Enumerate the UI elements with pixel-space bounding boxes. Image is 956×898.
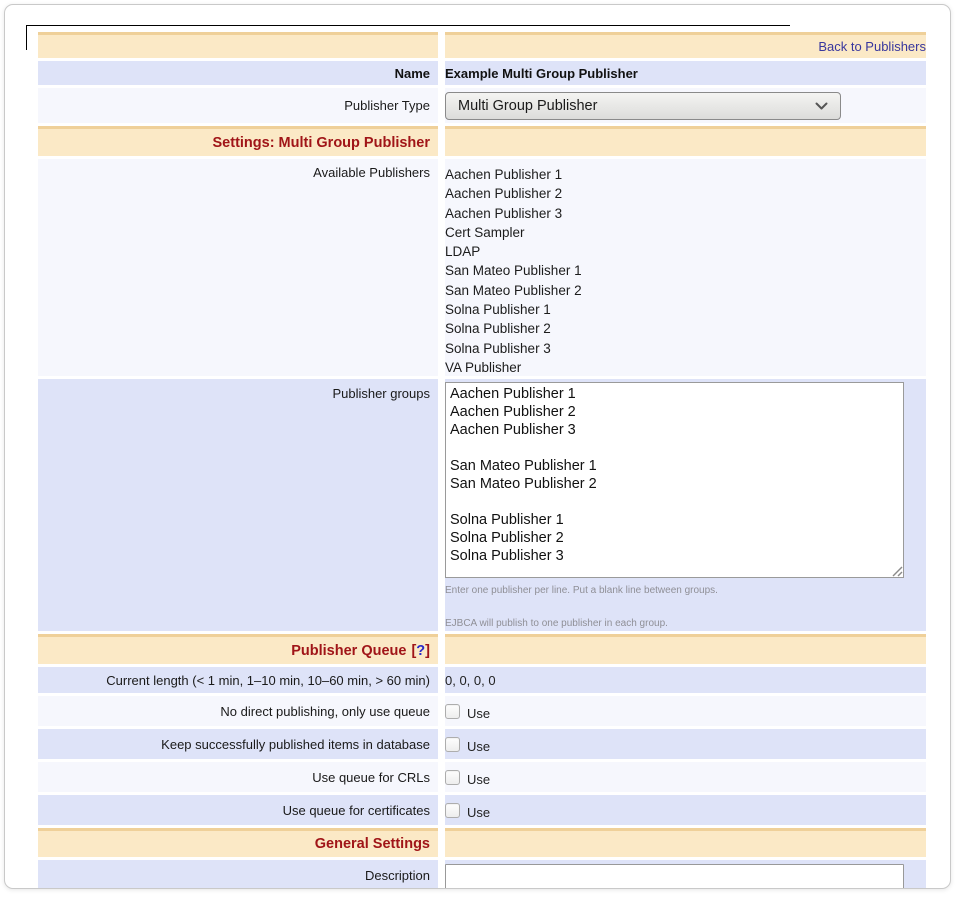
publisher-type-row — [38, 88, 926, 123]
name-row — [38, 61, 926, 85]
publisher-type-selected-value: Multi Group Publisher — [458, 97, 598, 114]
no-direct-publishing-label: No direct publishing, only use queue — [38, 696, 438, 726]
available-publishers-row — [38, 159, 926, 376]
use-queue-certificates-checkbox[interactable] — [445, 803, 460, 818]
publisher-edit-form — [38, 32, 926, 889]
use-queue-crls-label: Use queue for CRLs — [38, 762, 438, 792]
publisher-type-label: Publisher Type — [38, 88, 438, 123]
groups-help-line-1: Enter one publisher per line. Put a blank line between groups. — [445, 585, 718, 596]
list-item: Solna Publisher 1 — [445, 302, 551, 318]
settings-heading-spacer — [445, 126, 926, 156]
publisher-queue-heading-spacer — [445, 634, 926, 664]
resize-grip-icon[interactable] — [890, 564, 903, 577]
use-queue-crls-checkbox[interactable] — [445, 770, 460, 785]
settings-heading: Settings: Multi Group Publisher — [38, 126, 438, 156]
description-input[interactable] — [445, 864, 904, 889]
publisher-edit-window — [4, 4, 951, 889]
use-queue-certificates-label: Use queue for certificates — [38, 795, 438, 825]
list-item: Solna Publisher 3 — [445, 340, 551, 356]
publisher-queue-heading: Publisher Queue — [291, 642, 407, 659]
list-item: Aachen Publisher 1 — [445, 167, 563, 182]
description-label: Description — [38, 860, 438, 889]
list-item: Solna Publisher 2 — [445, 321, 551, 337]
list-item: LDAP — [445, 244, 481, 260]
keep-published-items-checkbox[interactable] — [445, 737, 460, 752]
use-option-label: Use — [467, 738, 491, 754]
name-value: Example Multi Group Publisher — [445, 61, 926, 85]
no-direct-publishing-checkbox[interactable] — [445, 704, 460, 719]
back-to-publishers-link[interactable]: Back to Publishers — [818, 39, 926, 54]
current-length-row — [38, 667, 926, 693]
name-label: Name — [38, 61, 438, 85]
list-item: Cert Sampler — [445, 224, 525, 240]
queue-help-link[interactable]: [?] — [411, 642, 430, 659]
list-item: Aachen Publisher 2 — [445, 186, 563, 202]
top-header-left — [38, 32, 438, 58]
general-settings-heading: General Settings — [38, 828, 438, 857]
publisher-queue-heading-cell — [38, 634, 438, 664]
use-queue-certificates-row — [38, 795, 926, 825]
keep-published-items-label: Keep successfully published items in database — [38, 729, 438, 759]
top-header-right — [445, 32, 926, 58]
question-mark-icon: ? — [416, 642, 426, 659]
use-option-label: Use — [467, 804, 491, 820]
list-item: San Mateo Publisher 2 — [445, 282, 582, 298]
description-row — [38, 860, 926, 889]
general-settings-header-row — [38, 828, 926, 857]
current-length-label: Current length (< 1 min, 1–10 min, 10–60 min, > 60 min) — [38, 667, 438, 693]
list-item: Aachen Publisher 3 — [445, 205, 563, 221]
publisher-queue-header-row — [38, 634, 926, 664]
list-item: VA Publisher — [445, 359, 522, 375]
current-length-value: 0, 0, 0, 0 — [445, 667, 926, 693]
available-publishers-list — [445, 159, 582, 377]
publisher-groups-textarea[interactable] — [445, 382, 904, 578]
available-publishers-label: Available Publishers — [38, 159, 438, 376]
chevron-down-icon — [815, 102, 828, 110]
settings-header-row — [38, 126, 926, 156]
groups-help-line-2: EJBCA will publish to one publisher in each group. — [445, 618, 668, 629]
publisher-groups-row — [38, 379, 926, 631]
publisher-type-select[interactable] — [445, 92, 841, 120]
use-option-label: Use — [467, 705, 491, 721]
publisher-groups-label: Publisher groups — [38, 379, 438, 631]
general-settings-heading-spacer — [445, 828, 926, 857]
use-option-label: Use — [467, 771, 491, 787]
top-header-row — [38, 32, 926, 58]
keep-published-items-row — [38, 729, 926, 759]
list-item: San Mateo Publisher 1 — [445, 263, 582, 279]
no-direct-publishing-row — [38, 696, 926, 726]
use-queue-crls-row — [38, 762, 926, 792]
